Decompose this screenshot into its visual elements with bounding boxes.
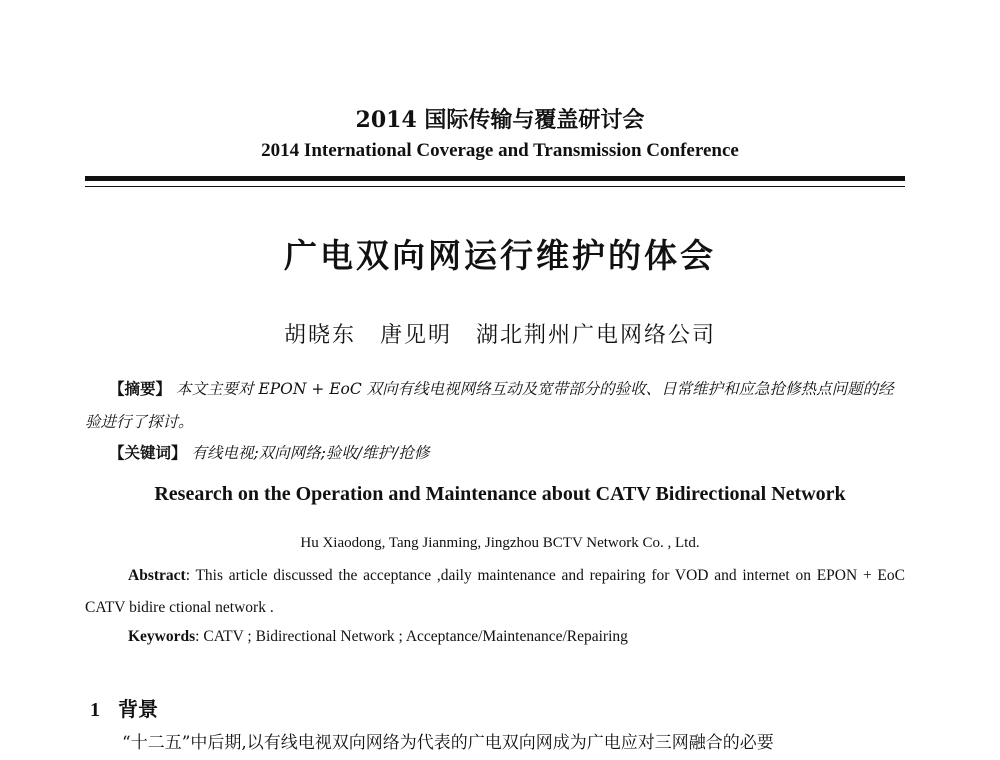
abstract-en-text: : This article discussed the acceptance ,daily maintenance and repairing for VOD and internet on EPON + EoC CATV bidire ctional network . — [85, 567, 905, 616]
keywords-en-label: Keywords — [128, 628, 196, 645]
paper-title-en: Research on the Operation and Maintenance about CATV Bidirectional Network — [154, 483, 846, 505]
abstract-cn-text: 本文主要对 EPON + EoC 双向有线电视网络互动及宽带部分的验收、日常维护和应急抢修热点问题的经验进行了探讨。 — [85, 380, 894, 431]
authors-en: Hu Xiaodong, Tang Jianming, Jingzhou BCTV Network Co. , Ltd. — [300, 535, 700, 551]
abstract-en — [85, 560, 905, 624]
abstract-en-label: Abstract — [128, 567, 186, 584]
header-rule-thin — [85, 186, 905, 187]
abstract-cn-label: 【摘要】 — [109, 380, 172, 398]
conference-title-en: 2014 International Coverage and Transmission Conference — [261, 140, 739, 161]
authors-cn: 胡晓东 唐见明 湖北荆州广电网络公司 — [283, 323, 716, 348]
header-rule-thick — [85, 176, 905, 181]
conference-title-cn: 2014 国际传输与覆盖研讨会 — [355, 107, 645, 133]
keywords-en-text: : CATV ; Bidirectional Network ; Acceptance/Maintenance/Repairing — [195, 628, 628, 645]
body-paragraph: “十二五”中后期,以有线电视双向网络为代表的广电双向网成为广电应对三网融合的必要 — [122, 733, 774, 753]
keywords-en — [128, 621, 948, 653]
keywords-cn-label: 【关键词】 — [109, 444, 187, 462]
section-number: 1 — [90, 699, 100, 721]
section-title: 背景 — [118, 697, 158, 721]
keywords-cn — [109, 437, 929, 470]
keywords-cn-text: 有线电视;双向网络;验收/维护/抢修 — [191, 444, 430, 462]
abstract-cn — [85, 373, 905, 439]
paper-title-cn: 广电双向网运行维护的体会 — [284, 236, 716, 275]
section-heading — [90, 693, 158, 722]
